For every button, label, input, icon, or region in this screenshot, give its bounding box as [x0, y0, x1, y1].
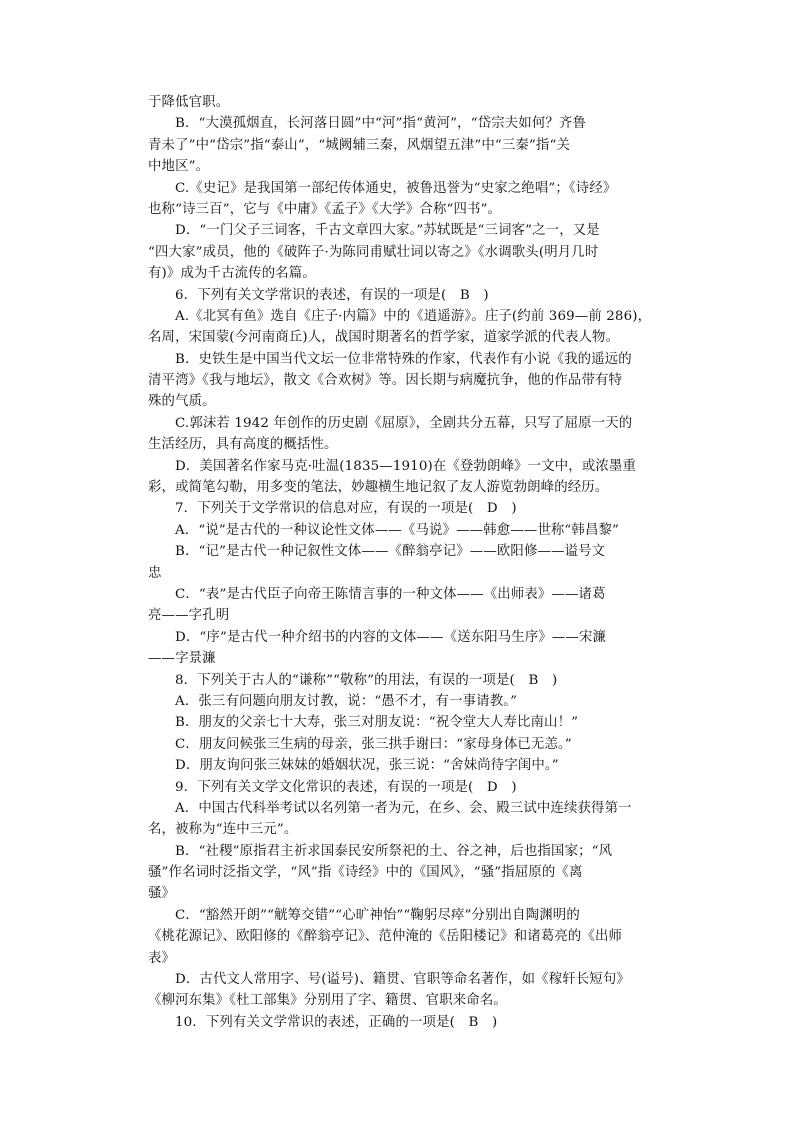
text-line: 中地区”。 [148, 159, 210, 175]
text-line: A．张三有问题向朋友讨教，说：“愚不才，有一事请教。” [175, 693, 518, 709]
text-line: B．“大漠孤烟直，长河落日圆”中“河”指“黄河”，“岱宗夫如何？齐鲁 [175, 116, 587, 132]
text-line: 表》 [148, 950, 176, 966]
text-line: C．朋友问候张三生病的母亲，张三拱手谢曰：“家母身体已无恙。” [175, 736, 572, 752]
text-line: C.《史记》是我国第一部纪传体通史，被鲁迅誉为“史家之绝唱”；《诗经》 [175, 180, 617, 196]
text-line: 彩，或简笔勾勒，用多变的笔法，妙趣横生地记叙了友人游览勃朗峰的经历。 [148, 480, 609, 496]
text-line: B．“社稷”原指君主祈求国泰民安所祭祀的土、谷之神，后也指国家；“风 [175, 843, 613, 859]
text-line: 有)》成为千古流传的名篇。 [148, 266, 316, 282]
text-line: 8．下列关于古人的“谦称”“敬称”的用法，有误的一项是( B ) [175, 672, 558, 688]
text-line: 清平湾》《我与地坛》，散文《合欢树》等。因长期与病魔抗争，他的作品带有特 [148, 373, 623, 389]
text-line: D．“一门父子三词客，千古文章四大家。”苏轼既是“三词客”之一，又是 [175, 223, 600, 239]
text-line: 9．下列有关文学文化常识的表述，有误的一项是( D ) [175, 779, 517, 795]
text-line: 青未了”中“岱宗”指“泰山”，“城阙辅三秦，风烟望五津”中“三秦”指“关 [148, 137, 571, 153]
text-line: A．中国古代科举考试以名列第一者为元，在乡、会、殿三试中连续获得第一 [175, 800, 632, 816]
text-line: 10．下列有关文学常识的表述，正确的一项是( B ) [175, 1014, 498, 1030]
text-line: 骚”作名词时泛指文学，“风”指《诗经》中的《国风》，“骚”指屈原的《离 [148, 865, 583, 881]
text-line: 骚》 [148, 886, 176, 902]
text-line: 亮——字孔明 [148, 608, 230, 624]
text-line: 殊的气质。 [148, 394, 216, 410]
text-line: D．“序”是古代一种介绍书的内容的文体——《送东阳马生序》——宋濂 [175, 629, 607, 645]
text-line: D．古代文人常用字、号(谥号)、籍贯、官职等命名著作，如《稼轩长短句》 [175, 972, 630, 988]
text-line: 名，被称为“连中三元”。 [148, 822, 298, 838]
text-line: 名周，宋国蒙(今河南商丘)人，战国时期著名的哲学家，道家学派的代表人物。 [148, 330, 620, 346]
text-line: 《柳河东集》《杜工部集》分别用了字、籍贯、官职来命名。 [148, 993, 507, 1009]
text-line: 于降低官职。 [148, 95, 230, 110]
text-line: ——字景濂 [148, 651, 216, 667]
text-line: 7．下列关于文学常识的信息对应，有误的一项是( D ) [175, 501, 517, 517]
text-line: 也称“诗三百”，它与《中庸》《孟子》《大学》合称“四书”。 [148, 201, 502, 217]
text-line: A.《北冥有鱼》选自《庄子·内篇》中的《逍遥游》。庄子(约前 369—前 286)， [175, 308, 652, 324]
text-line: C．“表”是古代臣子向帝王陈情言事的一种文体——《出师表》——诸葛 [175, 586, 606, 602]
text-line: C．“豁然开朗”“觥筹交错”“心旷神怡”“鞠躬尽瘁”分别出自陶渊明的 [175, 907, 580, 923]
text-line: “四大家”成员，他的《破阵子·为陈同甫赋壮词以寄之》《水调歌头(明月几时 [148, 244, 599, 260]
text-line: A．“说”是古代的一种议论性文体——《马说》——韩愈——世称“韩昌黎” [175, 522, 620, 538]
text-line: 生活经历，具有高度的概括性。 [148, 437, 338, 453]
text-line: B．“记”是古代一种记叙性文体——《醉翁亭记》——欧阳修——谥号文 [175, 544, 606, 560]
text-line: B．朋友的父亲七十大寿，张三对朋友说：“祝令堂大人寿比南山！” [175, 715, 579, 731]
text-line: 6．下列有关文学常识的表述，有误的一项是( B ) [175, 287, 489, 303]
text-line: D．朋友询问张三妹妹的婚姻状况，张三说：“舍妹尚待字闺中。” [175, 758, 559, 774]
text-line: C.郭沫若 1942 年创作的历史剧《屈原》，全剧共分五幕，只写了屈原一天的 [175, 415, 633, 431]
text-line: D．美国著名作家马克·吐温(1835—1910)在《登勃朗峰》一文中，或浓墨重 [175, 458, 636, 474]
text-line: 《桃花源记》、欧阳修的《醉翁亭记》、范仲淹的《岳阳楼记》和诸葛亮的《出师 [148, 929, 623, 945]
text-line: B．史铁生是中国当代文坛一位非常特殊的作家，代表作有小说《我的遥远的 [175, 351, 632, 367]
exam-text-body [148, 92, 658, 1033]
text-line: 忠 [148, 565, 162, 581]
